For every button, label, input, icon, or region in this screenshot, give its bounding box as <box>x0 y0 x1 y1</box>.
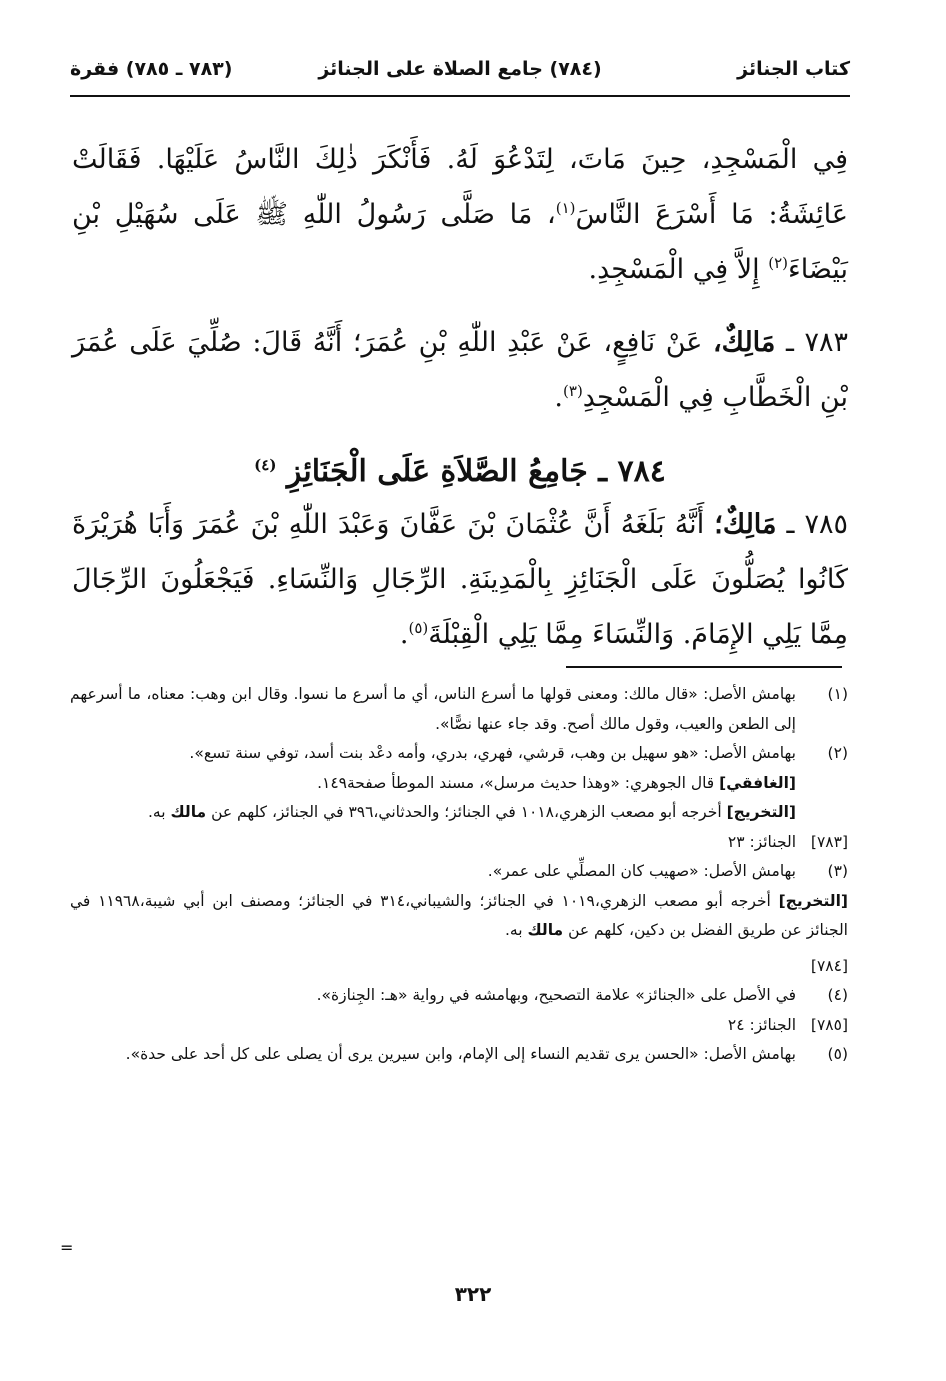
note-text: قال الجوهري: «وهذا حديث مرسل»، مسند الموطأ صفحة١٤٩. <box>317 773 720 792</box>
footnote-ref-4: (٤) <box>254 456 277 474</box>
footnote-text: بهامش الأصل: «صهيب كان المصلِّي على عمر». <box>487 862 796 880</box>
paragraph-783 <box>72 315 848 425</box>
narrator-name: مَالِكٌ؛ <box>714 509 777 540</box>
continuation-text-3: إِلاَّ فِي الْمَسْجِدِ. <box>588 254 769 285</box>
footnote-ref-1: (١) <box>555 199 576 217</box>
note-end: به. <box>505 921 528 939</box>
main-text <box>72 132 848 662</box>
reference-784 <box>70 952 848 982</box>
footnote-ref-3: (٣) <box>563 382 583 400</box>
footnote-text: بهامش الأصل: «هو سهيل بن وهب، قرشي، فهري، بدري، وأمه دعْد بنت أسد، توفي سنة تسع». <box>189 744 796 762</box>
footnotes <box>70 680 848 1070</box>
footnote-mark: (٢) <box>827 744 848 762</box>
paragraph-number: ٧٨٣ ـ <box>785 327 848 358</box>
footnote-separator <box>566 666 842 668</box>
footnote-mark: (٥) <box>827 1045 848 1063</box>
paragraph-785 <box>72 497 848 662</box>
takhrij-note-1 <box>70 798 848 828</box>
paragraph-number: ٧٨٥ ـ <box>786 509 848 540</box>
footnote-3 <box>70 857 848 887</box>
reference-mark: [٧٨٥] <box>810 1015 848 1034</box>
continued-mark: = <box>60 1238 74 1257</box>
reference-785 <box>70 1011 848 1041</box>
reference-783 <box>70 828 848 858</box>
footnote-text: بهامش الأصل: «الحسن يرى تقديم النساء إلى الإمام، وابن سيرين يرى أن يصلى على كل أحد على حدة». <box>125 1045 796 1063</box>
chapter-heading <box>72 447 848 497</box>
continuation-text-1: فِي الْمَسْجِدِ، حِينَ مَاتَ، لِتَدْعُوَ لَهُ. فَأَنْكَرَ ذٰلِكَ النَّاسُ عَلَيْهَا. فَقَالَتْ عَائِشَةُ: مَا أَسْرَعَ النَّاسَ <box>72 144 848 230</box>
ghafiqi-note <box>70 769 848 799</box>
footnote-2 <box>70 739 848 769</box>
page-number: ٣٢٢ <box>454 1282 492 1306</box>
reference-text: الجنائز: ٢٤ <box>727 1015 796 1034</box>
reference-mark: [٧٨٣] <box>810 832 848 851</box>
note-label: [التخريج] <box>726 803 796 821</box>
footnote-text: في الأصل على «الجنائز» علامة التصحيح، وبهامشه في رواية «هـ: الجِنازة». <box>316 986 796 1004</box>
paragraph-text: عَنْ نَافِعٍ، عَنْ عَبْدِ اللّٰهِ بْنِ عُمَرَ؛ أَنَّهُ قَالَ: صُلِّيَ عَلَى عُمَرَ بْنِ الْخَطَّابِ فِي الْمَسْجِدِ <box>72 327 848 413</box>
footnote-mark: (٣) <box>827 862 848 880</box>
footnote-mark: (١) <box>827 685 848 703</box>
note-text: أخرجه أبو مصعب الزهري،١٠١٨ في الجنائز؛ والحدثاني،٣٩٦ في الجنائز، كلهم عن <box>206 803 727 821</box>
note-end: به. <box>147 803 171 821</box>
narrator-name: مَالِكٌ، <box>712 327 776 358</box>
footnote-mark: (٤) <box>827 986 848 1004</box>
running-header <box>70 58 850 88</box>
reference-mark: [٧٨٤] <box>810 956 848 975</box>
continuation-text-2: ، مَا صَلَّى رَسُولُ اللّٰهِ ﷺ عَلَى سُهَيْلِ بْنِ بَيْضَاءَ <box>72 199 848 285</box>
footnote-text: بهامش الأصل: «قال مالك: ومعنى قولها ما أسرع الناس، أي ما أسرع ما نسوا. وقال ابن وهب: معناه، ما أسرعهم إلى الطعن والعيب، وقول مالك أصح. وقد جاء عنها نصًّا». <box>70 685 796 733</box>
note-label: [الغافقي] <box>719 773 796 792</box>
continuation-paragraph <box>72 132 848 297</box>
paragraph-text: أَنَّهُ بَلَغَهُ أَنَّ عُثْمَانَ بْنَ عَفَّانَ وَعَبْدَ اللّٰهِ بْنَ عُمَرَ وَأَبَا هُرَيْرَةَ كَانُوا يُصَلُّونَ عَلَى الْجَنَائِزِ بِالْمَدِينَةِ. الرِّجَالِ وَالنِّسَاءِ. فَيَجْعَلُونَ الرِّجَالَ مِمَّا يَلِي الإِمَامَ. وَالنِّسَاءَ مِمَّا يَلِي الْقِبْلَةَ <box>72 509 848 650</box>
takhrij-note-2 <box>70 887 848 946</box>
paragraph-end: . <box>399 619 409 650</box>
note-label: [التخريج] <box>778 891 848 910</box>
footnote-1 <box>70 680 848 739</box>
note-name: مالك <box>527 921 564 939</box>
footnote-4 <box>70 981 848 1011</box>
note-text: أخرجه أبو مصعب الزهري،١٠١٩ في الجنائز؛ والشيباني،٣١٤ في الجنائز؛ ومصنف ابن أبي شيبة،١١٩٦٨ في الجنائز عن طريق الفضل بن دكين، كلهم عن <box>70 891 848 939</box>
footnote-ref-5: (٥) <box>408 619 429 637</box>
reference-text: الجنائز: ٢٣ <box>727 832 796 851</box>
footnote-5 <box>70 1040 848 1070</box>
chapter-title: ٧٨٤ ـ جَامِعُ الصَّلاَةِ عَلَى الْجَنَائِزِ <box>286 454 666 489</box>
header-rule <box>70 95 850 97</box>
paragraph-end: . <box>554 382 564 413</box>
header-paragraph-range: (٧٨٣ ـ ٧٨٥) فقرة <box>70 58 233 80</box>
header-book-title: كتاب الجنائز <box>737 58 850 80</box>
header-section-title: (٧٨٤) جامع الصلاة على الجنائز <box>318 58 602 80</box>
note-name: مالك <box>170 803 207 821</box>
footnote-ref-2: (٢) <box>768 254 788 272</box>
